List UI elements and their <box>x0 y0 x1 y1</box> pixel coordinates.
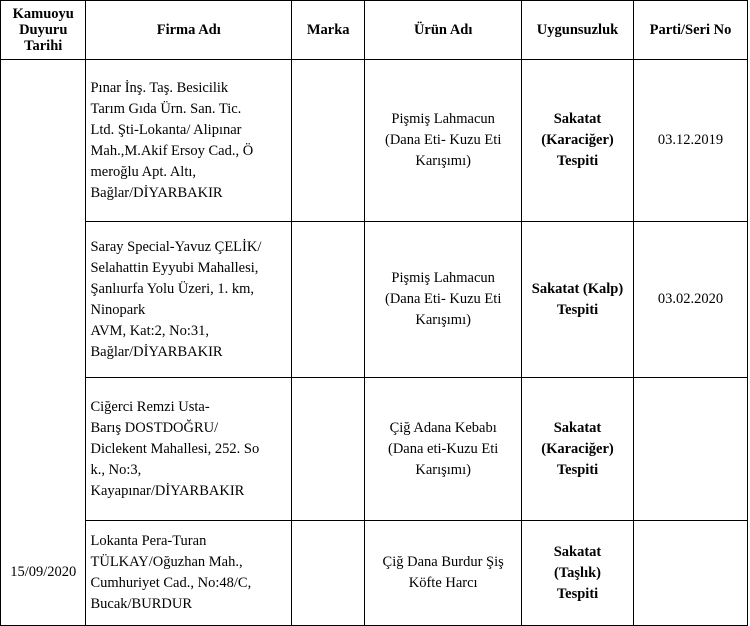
table-row <box>1 222 748 378</box>
cell-issue: Sakatat (Taşlık) Tespiti <box>522 521 634 626</box>
cell-date: 15/09/2020 <box>1 521 86 626</box>
table-row <box>1 378 748 521</box>
cell-product: Çiğ Adana Kebabı (Dana eti-Kuzu Eti Karışımı) <box>365 378 522 521</box>
cell-issue: Sakatat (Kalp) Tespiti <box>522 222 634 378</box>
table-header-row <box>1 1 748 60</box>
cell-brand <box>292 60 365 222</box>
cell-lot <box>633 521 747 626</box>
cell-date <box>1 378 86 521</box>
cell-issue: Sakatat (Karaciğer) Tespiti <box>522 378 634 521</box>
table-row <box>1 521 748 626</box>
cell-product: Pişmiş Lahmacun (Dana Eti- Kuzu Eti Karışımı) <box>365 222 522 378</box>
cell-lot: 03.02.2020 <box>633 222 747 378</box>
cell-firm: Pınar İnş. Taş. Besicilik Tarım Gıda Ürn. San. Tic. Ltd. Şti-Lokanta/ Alipınar Mah.,M.Akif Ersoy Cad., Ö meroğlu Apt. Altı, Bağlar/DİYARBAKIR <box>86 60 292 222</box>
cell-brand <box>292 222 365 378</box>
header-issue: Uygunsuzluk <box>522 1 634 60</box>
header-product: Ürün Adı <box>365 1 522 60</box>
cell-product: Çiğ Dana Burdur Şiş Köfte Harcı <box>365 521 522 626</box>
header-date: Kamuoyu Duyuru Tarihi <box>1 1 86 60</box>
cell-firm: Saray Special-Yavuz ÇELİK/ Selahattin Eyyubi Mahallesi, Şanlıurfa Yolu Üzeri, 1. km, Ninopark AVM, Kat:2, No:31, Bağlar/DİYARBAKIR <box>86 222 292 378</box>
cell-date <box>1 60 86 222</box>
header-firm: Firma Adı <box>86 1 292 60</box>
cell-brand <box>292 521 365 626</box>
cell-brand <box>292 378 365 521</box>
header-lot: Parti/Seri No <box>633 1 747 60</box>
cell-firm: Lokanta Pera-Turan TÜLKAY/Oğuzhan Mah., Cumhuriyet Cad., No:48/C, Bucak/BURDUR <box>86 521 292 626</box>
cell-firm: Ciğerci Remzi Usta- Barış DOSTDOĞRU/ Diclekent Mahallesi, 252. So k., No:3, Kayapınar/DİYARBAKIR <box>86 378 292 521</box>
cell-lot: 03.12.2019 <box>633 60 747 222</box>
header-brand: Marka <box>292 1 365 60</box>
table-row <box>1 60 748 222</box>
cell-issue: Sakatat (Karaciğer) Tespiti <box>522 60 634 222</box>
cell-product: Pişmiş Lahmacun (Dana Eti- Kuzu Eti Karışımı) <box>365 60 522 222</box>
cell-date <box>1 222 86 378</box>
cell-lot <box>633 378 747 521</box>
